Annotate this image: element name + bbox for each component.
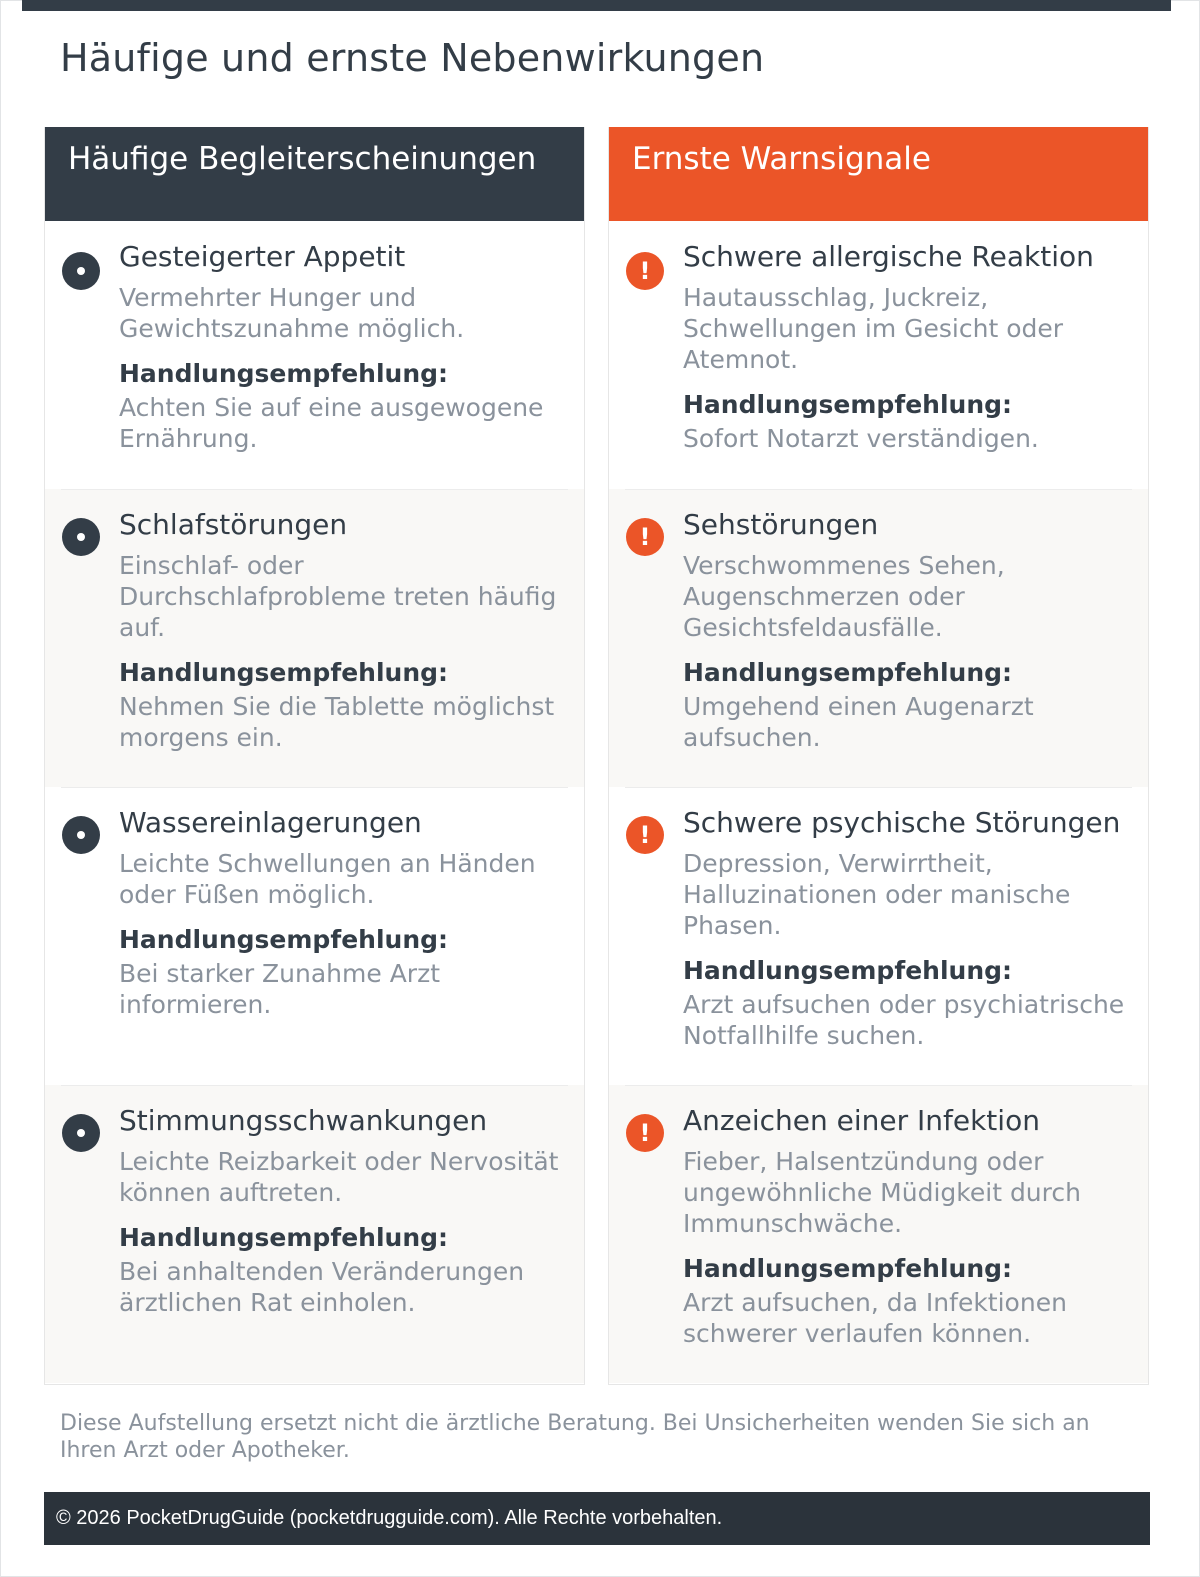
item-description: Leichte Reizbarkeit oder Nervosität können auftreten. bbox=[119, 1147, 559, 1207]
serious-item bbox=[609, 787, 1148, 1085]
recommendation-label: Handlungsempfehlung: bbox=[119, 359, 449, 388]
serious-item bbox=[609, 1085, 1148, 1383]
item-description: Depression, Verwirrtheit, Halluzinationen oder manische Phasen. bbox=[683, 849, 1071, 940]
top-accent-bar bbox=[22, 0, 1171, 11]
recommendation-text: Nehmen Sie die Tablette möglichst morgens ein. bbox=[119, 692, 555, 752]
dot-circle-icon bbox=[62, 1114, 100, 1152]
item-title: Gesteigerter Appetit bbox=[119, 240, 406, 273]
item-title: Anzeichen einer Infektion bbox=[683, 1104, 1040, 1137]
item-title: Schwere psychische Störungen bbox=[683, 806, 1121, 839]
serious-warnings-column bbox=[608, 127, 1149, 1385]
serious-column-header: Ernste Warnsignale bbox=[609, 127, 1148, 221]
recommendation-label: Handlungsempfehlung: bbox=[119, 1223, 449, 1252]
dot-circle-icon bbox=[62, 518, 100, 556]
item-description: Hautausschlag, Juckreiz, Schwellungen im Gesicht oder Atemnot. bbox=[683, 283, 1064, 374]
recommendation-text: Arzt aufsuchen, da Infektionen schwerer verlaufen können. bbox=[683, 1288, 1067, 1348]
serious-item bbox=[609, 489, 1148, 787]
recommendation-label: Handlungsempfehlung: bbox=[119, 658, 449, 687]
page-title: Häufige und ernste Nebenwirkungen bbox=[60, 36, 765, 80]
warning-exclamation-icon: ! bbox=[626, 252, 664, 290]
item-divider bbox=[61, 787, 568, 788]
recommendation-label: Handlungsempfehlung: bbox=[683, 390, 1013, 419]
common-item bbox=[45, 1085, 584, 1383]
common-item bbox=[45, 221, 584, 489]
disclaimer-text: Diese Aufstellung ersetzt nicht die ärztliche Beratung. Bei Unsicherheiten wenden Sie sich an Ihren Arzt oder Apotheker. bbox=[60, 1411, 1090, 1463]
recommendation-text: Bei starker Zunahme Arzt informieren. bbox=[119, 959, 441, 1019]
common-item bbox=[45, 489, 584, 787]
recommendation-label: Handlungsempfehlung: bbox=[119, 925, 449, 954]
item-divider bbox=[625, 787, 1132, 788]
item-description: Einschlaf- oder Durchschlafprobleme treten häufig auf. bbox=[119, 551, 557, 642]
item-description: Leichte Schwellungen an Händen oder Füßen möglich. bbox=[119, 849, 536, 909]
warning-exclamation-icon: ! bbox=[626, 1114, 664, 1152]
recommendation-text: Umgehend einen Augenarzt aufsuchen. bbox=[683, 692, 1034, 752]
item-title: Sehstörungen bbox=[683, 508, 879, 541]
recommendation-text: Sofort Notarzt verständigen. bbox=[683, 424, 1039, 453]
recommendation-label: Handlungsempfehlung: bbox=[683, 1254, 1013, 1283]
item-divider bbox=[625, 1085, 1132, 1086]
item-description: Verschwommenes Sehen, Augenschmerzen oder Gesichtsfeldausfälle. bbox=[683, 551, 1005, 642]
item-title: Stimmungsschwankungen bbox=[119, 1104, 488, 1137]
item-description: Vermehrter Hunger und Gewichtszunahme möglich. bbox=[119, 283, 465, 343]
recommendation-text: Bei anhaltenden Veränderungen ärztlichen Rat einholen. bbox=[119, 1257, 525, 1317]
recommendation-label: Handlungsempfehlung: bbox=[683, 956, 1013, 985]
item-title: Schwere allergische Reaktion bbox=[683, 240, 1094, 273]
item-title: Wassereinlagerungen bbox=[119, 806, 422, 839]
common-item bbox=[45, 787, 584, 1085]
recommendation-text: Achten Sie auf eine ausgewogene Ernährung. bbox=[119, 393, 544, 453]
item-divider bbox=[61, 489, 568, 490]
warning-exclamation-icon: ! bbox=[626, 518, 664, 556]
item-divider bbox=[61, 1085, 568, 1086]
warning-exclamation-icon: ! bbox=[626, 816, 664, 854]
item-description: Fieber, Halsentzündung oder ungewöhnliche Müdigkeit durch Immunschwäche. bbox=[683, 1147, 1081, 1238]
recommendation-text: Arzt aufsuchen oder psychiatrische Notfallhilfe suchen. bbox=[683, 990, 1125, 1050]
copyright-footer: © 2026 PocketDrugGuide (pocketdrugguide.com). Alle Rechte vorbehalten. bbox=[44, 1492, 1150, 1545]
item-divider bbox=[625, 489, 1132, 490]
common-side-effects-column bbox=[44, 127, 585, 1385]
dot-circle-icon bbox=[62, 252, 100, 290]
dot-circle-icon bbox=[62, 816, 100, 854]
recommendation-label: Handlungsempfehlung: bbox=[683, 658, 1013, 687]
serious-item bbox=[609, 221, 1148, 489]
item-title: Schlafstörungen bbox=[119, 508, 348, 541]
common-column-header: Häufige Begleiterscheinungen bbox=[45, 127, 584, 221]
